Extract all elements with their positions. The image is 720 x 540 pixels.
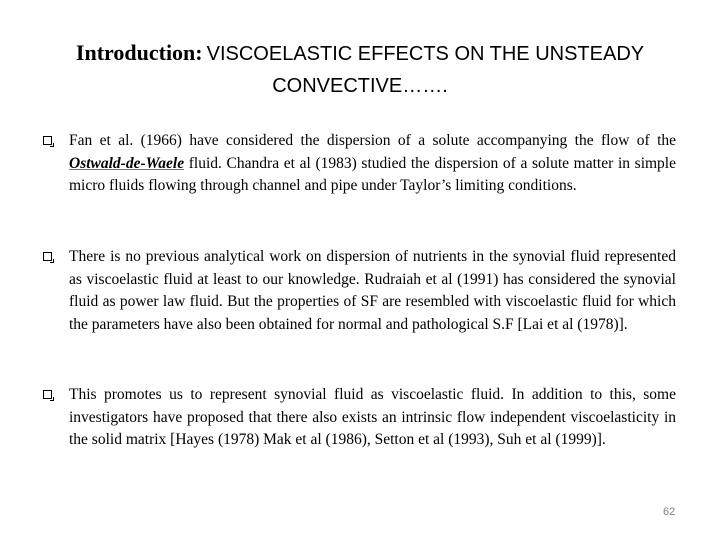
page-number: 62: [663, 506, 676, 518]
bullet-item: [40, 384, 676, 452]
bullet-text-after: fluid. Chandra et al (1983) studied the dispersion of a solute matter in simple micro fluids flowing through channel and pipe under Taylor’s limiting conditions.: [69, 154, 676, 194]
bullet-text: There is no previous analytical work on dispersion of nutrients in the synovial fluid represented as viscoelastic fluid at least to our knowledge. Rudraiah et al (1991) has considered the synovial fluid as power law fluid. But the properties of SF are resembled with viscoelastic fluid for which the parameters have also been obtained for normal and pathological S.F [Lai et al (1978)].: [69, 248, 676, 333]
checkbox-bullet-icon: [43, 252, 52, 261]
bullet-item: [40, 130, 676, 198]
title-main: VISCOELASTIC EFFECTS ON THE UNSTEADY CONVECTIVE…….: [206, 43, 645, 97]
checkbox-bullet-icon: [43, 136, 52, 145]
bullet-item: [40, 246, 676, 336]
bullet-text-before: Fan et al. (1966) have considered the dispersion of a solute accompanying the flow of the: [69, 132, 676, 149]
checkbox-bullet-icon: [43, 390, 52, 399]
bullet-text: [69, 130, 676, 198]
slide-title: [40, 38, 680, 103]
bullet-text: This promotes us to represent synovial fluid as viscoelastic fluid. In addition to this, some investigators have proposed that there also exists an intrinsic flow independent viscoelasticity in the solid matrix [Hayes (1978) Mak et al (1986), Setton et al (1993), Suh et al (1999)].: [69, 386, 676, 448]
title-intro: Introduction:: [75, 40, 203, 65]
fluid-name-emphasis: Ostwald-de-Waele: [69, 154, 185, 172]
